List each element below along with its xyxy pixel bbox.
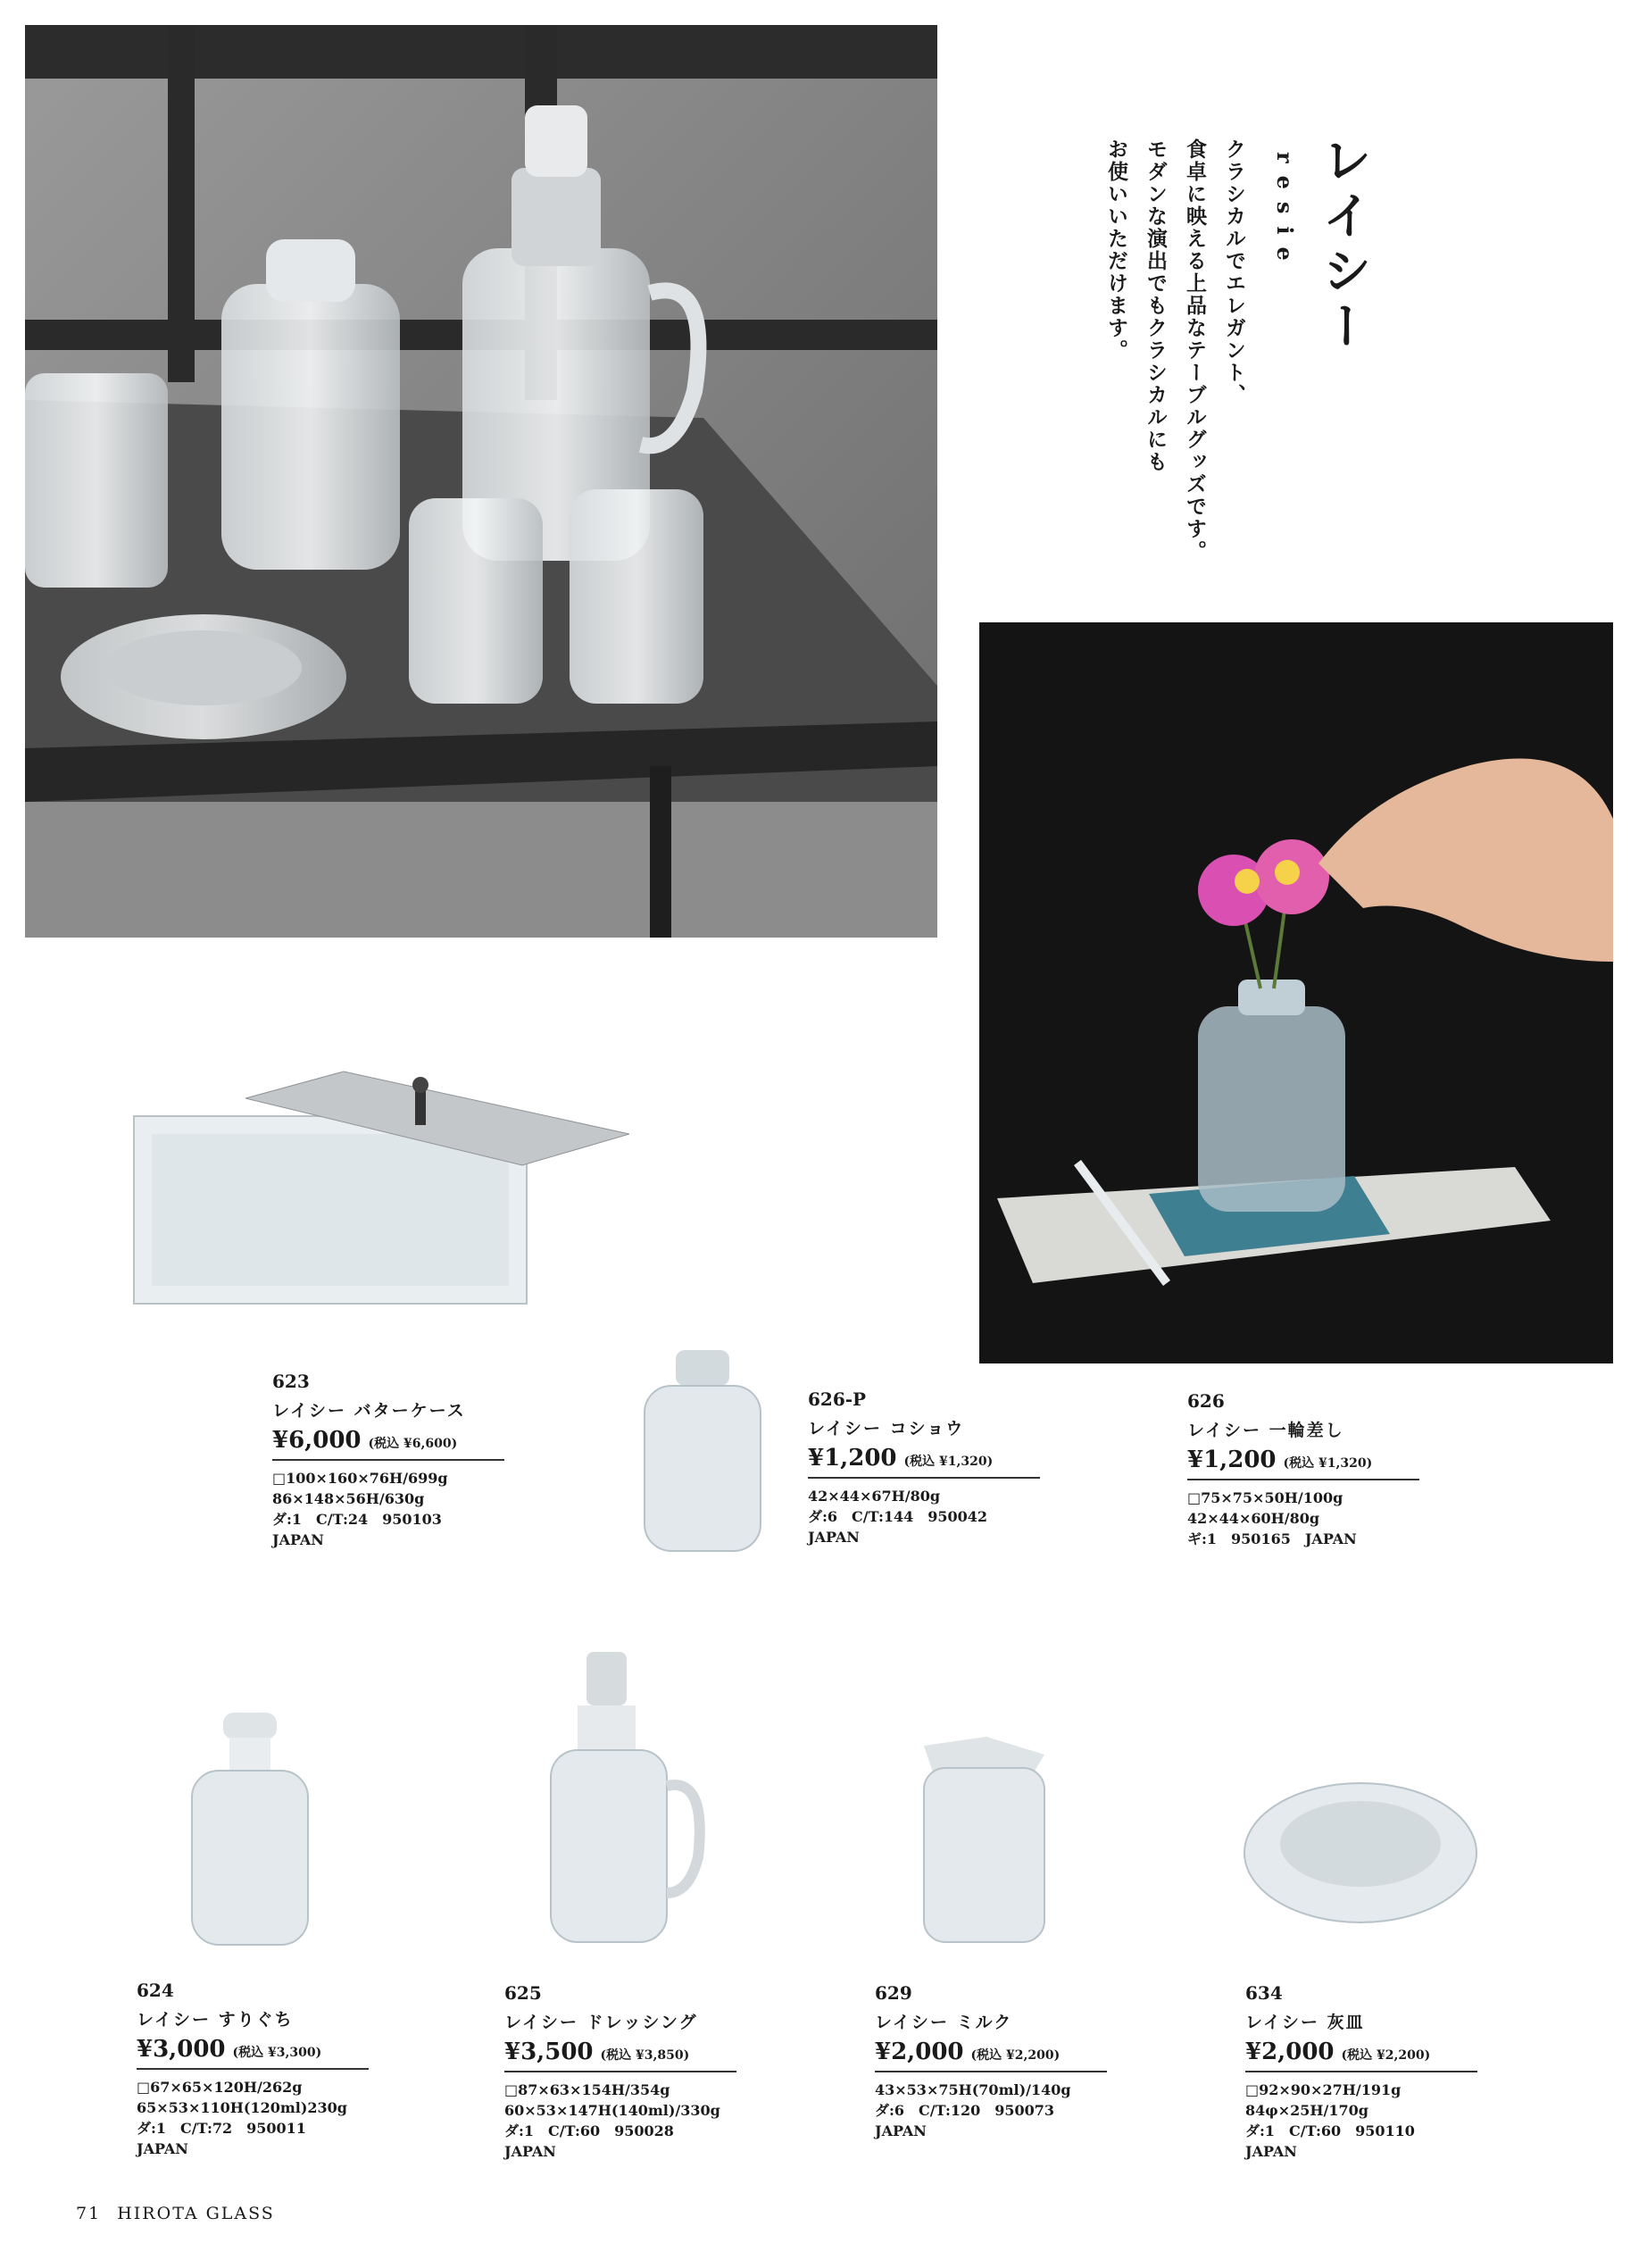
page-number: 71 bbox=[76, 2204, 102, 2223]
price-tax: (税込 ¥1,320) bbox=[903, 1455, 994, 1469]
product-name: レイシー 灰皿 bbox=[1245, 2013, 1365, 2032]
spec-line: 86×148×56H/630g bbox=[272, 1490, 425, 1507]
product-code: 626 bbox=[1187, 1390, 1225, 1412]
spec-line: 60×53×147H(140ml)/330g bbox=[504, 2102, 720, 2119]
price-tax: (税込 ¥3,300) bbox=[232, 2046, 322, 2060]
spec-line: □92×90×27H/191g bbox=[1245, 2081, 1402, 2098]
brand-name: HIROTA GLASS bbox=[117, 2204, 275, 2223]
product-name: レイシー ドレッシング bbox=[504, 2013, 698, 2032]
product-name: レイシー 一輪差し bbox=[1187, 1421, 1344, 1440]
price-tax: (税込 ¥6,600) bbox=[368, 1437, 458, 1451]
series-title-en: resie bbox=[1272, 152, 1298, 273]
product-price bbox=[875, 2039, 1107, 2072]
price-value: ¥3,500 bbox=[504, 2039, 594, 2065]
spec-line: ダ:1 C/T:24 950103 bbox=[272, 1511, 442, 1528]
product-price bbox=[504, 2039, 736, 2072]
product-629 bbox=[875, 1982, 1107, 2141]
spec-line: 42×44×60H/80g bbox=[1187, 1510, 1320, 1527]
spec-line: JAPAN bbox=[1245, 2143, 1297, 2160]
product-image-pepper bbox=[636, 1350, 769, 1555]
spec-line: □75×75×50H/100g bbox=[1187, 1489, 1343, 1506]
price-tax: (税込 ¥3,850) bbox=[600, 2048, 690, 2063]
series-title: レイシー bbox=[1314, 134, 1373, 355]
price-tax: (税込 ¥1,320) bbox=[1283, 1456, 1373, 1471]
spec-line: 84φ×25H/170g bbox=[1245, 2102, 1368, 2119]
product-name: レイシー コショウ bbox=[808, 1419, 965, 1438]
product-price bbox=[272, 1427, 504, 1461]
price-value: ¥2,000 bbox=[1245, 2039, 1335, 2065]
product-price bbox=[137, 2036, 369, 2070]
spec-line: ダ:1 C/T:72 950011 bbox=[137, 2120, 306, 2137]
spec-line: 43×53×75H(70ml)/140g bbox=[875, 2081, 1071, 2098]
spec-line: □100×160×76H/699g bbox=[272, 1470, 448, 1487]
spec-line: JAPAN bbox=[504, 2143, 556, 2160]
spec-line: 42×44×67H/80g bbox=[808, 1488, 941, 1505]
price-value: ¥2,000 bbox=[875, 2039, 964, 2065]
product-name: レイシー ミルク bbox=[875, 2013, 1013, 2032]
page-footer bbox=[76, 2204, 275, 2223]
product-code: 625 bbox=[504, 1982, 542, 2004]
price-tax: (税込 ¥2,200) bbox=[1341, 2048, 1431, 2063]
spec-line: JAPAN bbox=[808, 1529, 860, 1546]
product-626-p bbox=[808, 1388, 1040, 1547]
product-code: 624 bbox=[137, 1980, 174, 2001]
product-634 bbox=[1245, 1982, 1477, 2162]
spec-line: JAPAN bbox=[137, 2140, 188, 2157]
price-tax: (税込 ¥2,200) bbox=[970, 2048, 1061, 2063]
intro-line: お使いいただけます。 bbox=[1104, 138, 1128, 362]
spec-line: JAPAN bbox=[272, 1531, 324, 1548]
product-code: 629 bbox=[875, 1982, 912, 2004]
price-value: ¥1,200 bbox=[808, 1445, 897, 1472]
product-624 bbox=[137, 1980, 369, 2159]
spec-line: ダ:6 C/T:120 950073 bbox=[875, 2102, 1055, 2119]
lifestyle-photo-table bbox=[25, 25, 937, 938]
spec-line: ダ:1 C/T:60 950028 bbox=[504, 2122, 674, 2139]
product-image-butter-case bbox=[129, 1054, 629, 1313]
spec-line: ギ:1 950165 JAPAN bbox=[1187, 1530, 1357, 1547]
product-626 bbox=[1187, 1390, 1419, 1549]
spec-line: □67×65×120H/262g bbox=[137, 2079, 303, 2096]
series-intro bbox=[1096, 138, 1253, 563]
spec-line: ダ:1 C/T:60 950110 bbox=[1245, 2122, 1415, 2139]
product-code: 626-P bbox=[808, 1388, 867, 1410]
product-image-ashtray bbox=[1239, 1768, 1482, 1929]
product-code: 623 bbox=[272, 1371, 310, 1392]
intro-line: 食卓に映える上品なテーブルグッズです。 bbox=[1183, 138, 1207, 563]
intro-line: モダンな演出でもクラシカルにも bbox=[1144, 138, 1168, 473]
price-value: ¥1,200 bbox=[1187, 1447, 1277, 1473]
lifestyle-photo-vase bbox=[979, 622, 1613, 1363]
product-image-milk bbox=[915, 1737, 1053, 1947]
product-price bbox=[1245, 2039, 1477, 2072]
spec-line: □87×63×154H/354g bbox=[504, 2081, 670, 2098]
spec-line: JAPAN bbox=[875, 2122, 927, 2139]
spec-line: ダ:6 C/T:144 950042 bbox=[808, 1508, 988, 1525]
product-price bbox=[1187, 1447, 1419, 1480]
price-value: ¥6,000 bbox=[272, 1427, 362, 1454]
product-image-dressing bbox=[546, 1652, 707, 1947]
product-price bbox=[808, 1445, 1040, 1479]
intro-line: クラシカルでエレガント、 bbox=[1222, 138, 1246, 406]
product-623 bbox=[272, 1371, 504, 1550]
product-code: 634 bbox=[1245, 1982, 1283, 2004]
spec-line: 65×53×110H(120ml)230g bbox=[137, 2099, 347, 2116]
price-value: ¥3,000 bbox=[137, 2036, 226, 2063]
product-name: レイシー バターケース bbox=[272, 1401, 466, 1421]
product-image-suriguchi bbox=[183, 1713, 317, 1949]
product-625 bbox=[504, 1982, 736, 2162]
product-name: レイシー すりぐち bbox=[137, 2010, 294, 2030]
